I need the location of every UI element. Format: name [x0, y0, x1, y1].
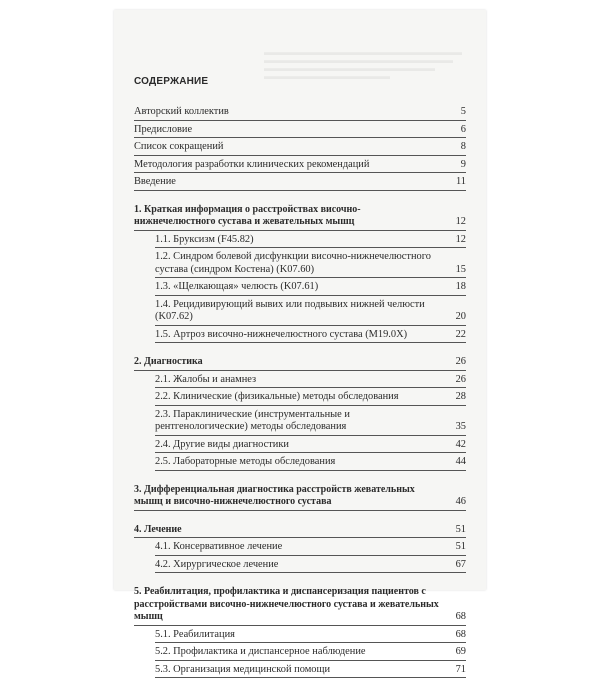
toc-entry-authors: Авторский коллектив 5 — [134, 106, 466, 121]
book-page — [114, 10, 486, 675]
toc-entry-introduction: Введение 11 — [134, 176, 466, 191]
toc-chapter-4: 4. Лечение 51 — [134, 524, 466, 539]
toc-entry-abbreviations: Список сокращений 8 — [134, 141, 466, 156]
toc-entry: 5.2. Профилактика и диспансерное наблюдение 69 — [155, 646, 466, 661]
toc-chapter-5: 5. Реабилитация, профилактика и диспансеризация пациентов с расстройствами височно-нижнечелюстного сустава и жевательных мышц 68 — [134, 586, 466, 626]
toc-chapter-3: 3. Дифференциальная диагностика расстройств жевательных мышц и височно-нижнечелюстного сустава 46 — [134, 484, 466, 511]
show-through-text: ▬▬▬▬▬▬▬▬▬▬▬▬▬▬▬▬▬▬▬▬▬▬ ▬▬▬▬▬▬▬▬▬▬▬▬▬▬▬▬▬▬▬▬▬ ▬▬▬▬▬▬▬▬▬▬▬▬▬▬▬▬▬▬▬ ▬▬▬▬▬▬▬▬▬▬▬▬▬▬ — [264, 47, 462, 81]
toc-chapter-2: 2. Диагностика 26 — [134, 356, 466, 371]
toc-entry: 1.3. «Щелкающая» челюсть (K07.61) 18 — [155, 281, 466, 296]
toc-entry-methodology: Методология разработки клинических рекомендаций 9 — [134, 159, 466, 174]
toc-entry: 2.1. Жалобы и анамнез 26 — [155, 374, 466, 389]
toc-chapter-1: 1. Краткая информация о расстройствах височно-нижнечелюстного сустава и жевательных мышц 12 — [134, 204, 466, 231]
toc-entry: 4.1. Консервативное лечение 51 — [155, 541, 466, 556]
toc-entry: 1.4. Рецидивирующий вывих или подвывих нижней челюсти (K07.62) 20 — [155, 299, 466, 326]
toc-entry: 2.3. Параклинические (инструментальные и рентгенологические) методы обследования 35 — [155, 409, 466, 436]
table-of-contents — [134, 76, 466, 681]
toc-entry: 1.1. Бруксизм (F45.82) 12 — [155, 234, 466, 249]
toc-title: СОДЕРЖАНИЕ — [134, 76, 209, 87]
toc-entry: 4.2. Хирургическое лечение 67 — [155, 559, 466, 574]
toc-entry: 1.5. Артроз височно-нижнечелюстного сустава (M19.0X) 22 — [155, 329, 466, 344]
toc-entry: 2.2. Клинические (физикальные) методы обследования 28 — [155, 391, 466, 406]
toc-entry: 5.3. Организация медицинской помощи 71 — [155, 664, 466, 679]
toc-entry: 2.5. Лабораторные методы обследования 44 — [155, 456, 466, 471]
toc-entry: 1.2. Синдром болевой дисфункции височно-нижнечелюстного сустава (синдром Костена) (K07.60) 15 — [155, 251, 466, 278]
toc-entry: 2.4. Другие виды диагностики 42 — [155, 439, 466, 454]
toc-entry: 5.1. Реабилитация 68 — [155, 629, 466, 644]
toc-entry-preface: Предисловие 6 — [134, 124, 466, 139]
